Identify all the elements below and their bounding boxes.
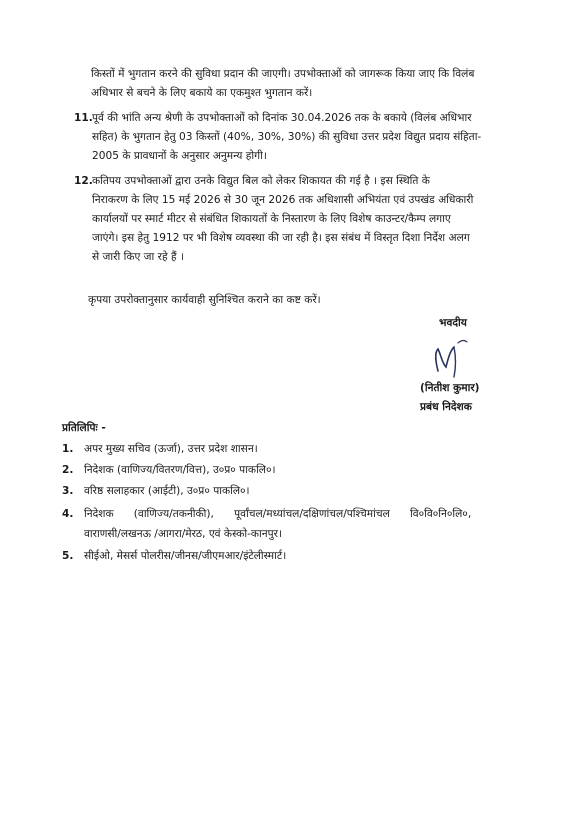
- copy-item-5-number: 5.: [62, 550, 74, 562]
- copy-item-2-number: 2.: [62, 464, 74, 476]
- point-12-line-1: कतिपय उपभोक्ताओं द्वारा उनके विद्युत बिल को लेकर शिकायत की गई है । इस स्थिति के: [92, 175, 430, 187]
- copy-item-3-number: 3.: [62, 485, 74, 497]
- signatory-name: (नितीश कुमार): [420, 382, 480, 394]
- closing-line: कृपया उपरोक्तानुसार कार्यवाही सुनिश्चित कराने का कष्ट करें।: [88, 294, 321, 306]
- point-11-number: 11.: [74, 112, 93, 124]
- copy-item-4-line-1: निदेशक (वाणिज्य/तकनीकी), पूर्वांचल/मध्यांचल/दक्षिणांचल/पश्चिमांचल वि०वि०नि०लि०,: [84, 508, 472, 520]
- point-12-line-2: निराकरण के लिए 15 मई 2026 से 30 जून 2026 तक अधिशासी अभियंता एवं उपखंड अधिकारी: [92, 194, 474, 206]
- copy-item-5-text: सीईओ, मेसर्स पोलरीस/जीनस/जीएमआर/इंटेलीस्मार्ट।: [84, 550, 287, 562]
- copy-item-2-text: निदेशक (वाणिज्य/वितरण/वित्त), उ०प्र० पाकलि०।: [84, 464, 276, 476]
- copy-item-1-text: अपर मुख्य सचिव (ऊर्जा), उत्तर प्रदेश शासन।: [84, 443, 258, 455]
- point-12-line-5: से जारी किए जा रहे हैं ।: [92, 251, 184, 263]
- signature-salutation: भवदीय: [439, 317, 467, 329]
- intro-line-1: किस्तों में भुगतान करने की सुविधा प्रदान की जाएगी। उपभोक्ताओं को जागरूक किया जाए कि विलंब: [91, 68, 475, 80]
- copy-heading: प्रतिलिपिः -: [62, 422, 106, 434]
- copy-item-4-line-2: वाराणसी/लखनऊ /आगरा/मेरठ, एवं केस्को-कानपुर।: [84, 528, 283, 540]
- point-11-line-1: पूर्व की भांति अन्य श्रेणी के उपभोक्ताओं को दिनांक 30.04.2026 तक के बकाये (विलंब अधिभार: [92, 112, 472, 124]
- signatory-designation: प्रबंध निदेशक: [420, 401, 472, 413]
- copy-item-3-text: वरिष्ठ सलाहकार (आईटी), उ०प्र० पाकलि०।: [84, 485, 250, 497]
- point-11-line-2: सहित) के भुगतान हेतु 03 किस्तों (40%, 30%, 30%) की सुविधा उत्तर प्रदेश विद्युत प्रदाय संहिता-: [92, 131, 482, 143]
- point-12-line-4: जाएंगे। इस हेतु 1912 पर भी विशेष व्यवस्था की जा रही है। इस संबंध में विस्तृत दिशा निर्देश अलग: [92, 232, 470, 244]
- point-11-line-3: 2005 के प्रावधानों के अनुसार अनुमन्य होगी।: [92, 150, 267, 162]
- handwritten-signature: [424, 333, 484, 381]
- copy-item-4-number: 4.: [62, 508, 74, 520]
- point-12-number: 12.: [74, 175, 93, 187]
- point-12-line-3: कार्यालयों पर स्मार्ट मीटर से संबंधित शिकायतों के निस्तारण के लिए विशेष काउन्टर/कैम्प लगाए: [92, 213, 451, 225]
- copy-item-1-number: 1.: [62, 443, 74, 455]
- intro-line-2: अधिभार से बचने के लिए बकाये का एकमुश्त भुगतान करें।: [91, 87, 313, 99]
